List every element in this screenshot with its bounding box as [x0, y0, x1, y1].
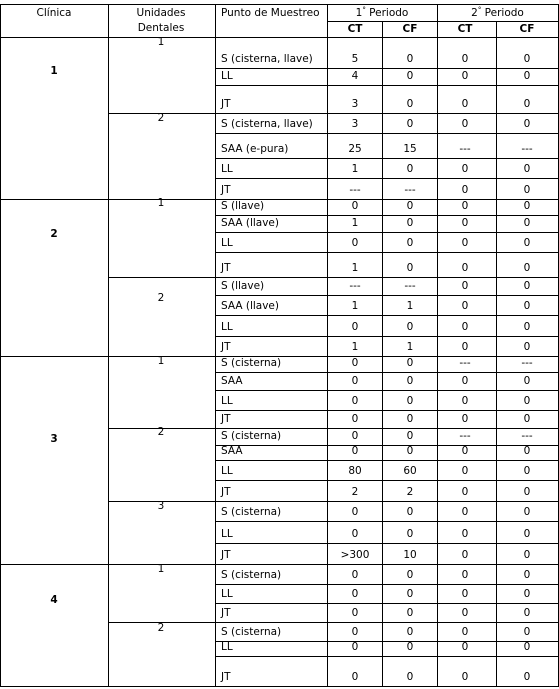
cf-periodo2-cell: 0: [523, 626, 531, 639]
cf-periodo1-cell: 0: [406, 217, 414, 230]
cf-periodo2-cell: 0: [523, 506, 531, 519]
ct-periodo1-cell: >300: [340, 549, 370, 562]
punto-muestreo-cell: JT: [221, 262, 231, 275]
cf-periodo1-cell: 0: [406, 626, 414, 639]
punto-muestreo-cell: LL: [221, 237, 233, 250]
unidad-label: 1: [157, 563, 165, 576]
cf-periodo1-cell: ---: [404, 280, 416, 293]
cf-periodo1-cell: 0: [406, 200, 414, 213]
ct-periodo1-cell: 4: [351, 70, 359, 83]
ct-periodo2-cell: 0: [461, 163, 469, 176]
ct-periodo1-cell: 5: [351, 53, 359, 66]
clinica-label: 3: [50, 433, 58, 446]
header-punto-de-muestreo: Punto de Muestreo: [221, 7, 320, 20]
cf-periodo1-cell: 0: [406, 237, 414, 250]
punto-muestreo-cell: S (llave): [221, 280, 265, 293]
cf-periodo1-cell: 0: [406, 506, 414, 519]
punto-muestreo-cell: SAA: [221, 375, 243, 388]
cf-periodo2-cell: 0: [523, 445, 531, 458]
cf-periodo2-cell: ---: [521, 430, 533, 443]
unit-divider: [108, 113, 559, 114]
cf-periodo2-cell: 0: [523, 53, 531, 66]
ct-periodo1-cell: 0: [351, 588, 359, 601]
unidad-label: 2: [157, 622, 165, 635]
ct-periodo2-cell: ---: [459, 430, 471, 443]
header-bottom-divider: [0, 37, 559, 38]
row-divider: [215, 410, 559, 411]
cf-periodo1-cell: 1: [406, 341, 414, 354]
cf-periodo1-cell: 2: [406, 486, 414, 499]
ct-periodo2-cell: 0: [461, 671, 469, 684]
punto-muestreo-cell: S (cisterna): [221, 626, 282, 639]
ct-periodo2-cell: 0: [461, 280, 469, 293]
ct-periodo2-cell: 0: [461, 375, 469, 388]
ct-periodo1-cell: 1: [351, 217, 359, 230]
punto-muestreo-cell: LL: [221, 465, 233, 478]
cf-periodo2-cell: 0: [523, 413, 531, 426]
ct-periodo1-cell: 1: [351, 163, 359, 176]
cf-periodo2-cell: 0: [523, 200, 531, 213]
punto-muestreo-cell: S (cisterna, llave): [221, 118, 313, 131]
ct-periodo1-cell: ---: [349, 280, 361, 293]
cf-periodo1-cell: 15: [403, 143, 417, 156]
ct-periodo1-cell: 0: [351, 528, 359, 541]
cf-periodo1-cell: 0: [406, 262, 414, 275]
row-divider: [215, 372, 559, 373]
ct-periodo2-cell: 0: [461, 300, 469, 313]
cf-periodo2-cell: 0: [523, 465, 531, 478]
unidad-label: 2: [157, 112, 165, 125]
ct-periodo1-cell: 1: [351, 300, 359, 313]
punto-muestreo-cell: LL: [221, 528, 233, 541]
punto-muestreo-cell: SAA (llave): [221, 300, 279, 313]
ct-periodo1-cell: 0: [351, 671, 359, 684]
punto-muestreo-cell: S (llave): [221, 200, 265, 213]
unidad-label: 3: [157, 500, 165, 513]
column-divider: [0, 4, 1, 687]
ct-periodo2-cell: 0: [461, 118, 469, 131]
clinica-label: 1: [50, 65, 58, 78]
cf-periodo1-cell: 0: [406, 163, 414, 176]
cf-periodo2-cell: 0: [523, 70, 531, 83]
ct-periodo2-cell: 0: [461, 445, 469, 458]
ct-periodo2-cell: ---: [459, 357, 471, 370]
ct-periodo2-cell: 0: [461, 70, 469, 83]
ct-periodo1-cell: 25: [348, 143, 362, 156]
row-divider: [215, 543, 559, 544]
ct-periodo1-cell: 0: [351, 237, 359, 250]
ct-periodo1-cell: 0: [351, 430, 359, 443]
row-divider: [215, 133, 559, 134]
cf-periodo1-cell: 0: [406, 413, 414, 426]
ct-periodo1-cell: 0: [351, 413, 359, 426]
cf-periodo2-cell: 0: [523, 671, 531, 684]
ct-periodo2-cell: 0: [461, 413, 469, 426]
periodo1-ordinal: °: [362, 6, 366, 15]
row-divider: [215, 521, 559, 522]
cf-periodo2-cell: 0: [523, 528, 531, 541]
cf-periodo2-cell: 0: [523, 98, 531, 111]
row-divider: [215, 480, 559, 481]
periodo2-label: Periodo: [484, 7, 524, 20]
header-unidades-line2: Dentales: [137, 22, 185, 35]
ct-periodo1-cell: 3: [351, 98, 359, 111]
ct-periodo1-cell: 0: [351, 626, 359, 639]
punto-muestreo-cell: JT: [221, 486, 231, 499]
periodo1-label: Periodo: [369, 7, 409, 20]
cf-periodo2-cell: 0: [523, 217, 531, 230]
cf-periodo2-cell: ---: [521, 357, 533, 370]
cf-periodo2-cell: 0: [523, 163, 531, 176]
punto-muestreo-cell: JT: [221, 671, 231, 684]
ct-periodo1-cell: 0: [351, 506, 359, 519]
cf-periodo1-cell: ---: [404, 184, 416, 197]
cf-periodo1-cell: 0: [406, 641, 414, 654]
cf-periodo1-cell: 0: [406, 528, 414, 541]
unit-divider: [108, 428, 559, 429]
ct-periodo1-cell: 0: [351, 200, 359, 213]
ct-periodo1-cell: 0: [351, 641, 359, 654]
cf-periodo1-cell: 0: [406, 607, 414, 620]
cf-periodo2-cell: 0: [523, 341, 531, 354]
row-divider: [215, 336, 559, 337]
cf-periodo2-cell: 0: [523, 607, 531, 620]
header-clinica: Clínica: [36, 7, 72, 20]
cf-periodo1-cell: 1: [406, 300, 414, 313]
ct-periodo1-cell: 1: [351, 341, 359, 354]
ct-periodo2-cell: 0: [461, 506, 469, 519]
ct-periodo2-cell: 0: [461, 569, 469, 582]
punto-muestreo-cell: SAA: [221, 445, 243, 458]
punto-muestreo-cell: JT: [221, 549, 231, 562]
punto-muestreo-cell: LL: [221, 395, 233, 408]
ct-periodo2-cell: 0: [461, 486, 469, 499]
ct-periodo2-cell: 0: [461, 641, 469, 654]
cf-periodo1-cell: 0: [406, 430, 414, 443]
ct-periodo2-cell: 0: [461, 200, 469, 213]
unidad-label: 2: [157, 292, 165, 305]
clinica-label: 2: [50, 228, 58, 241]
ct-periodo1-cell: 3: [351, 118, 359, 131]
header-unidades-line1: Unidades: [136, 7, 186, 20]
row-divider: [215, 603, 559, 604]
punto-muestreo-cell: S (cisterna, llave): [221, 53, 313, 66]
punto-muestreo-cell: LL: [221, 588, 233, 601]
cf-periodo1-cell: 0: [406, 375, 414, 388]
cf-periodo1-cell: 0: [406, 70, 414, 83]
punto-muestreo-cell: S (cisterna): [221, 430, 282, 443]
row-divider: [215, 158, 559, 159]
clinic-divider: [0, 199, 559, 200]
ct-periodo2-cell: 0: [461, 528, 469, 541]
periodo1-number: 1: [355, 7, 363, 20]
ct-periodo1-cell: 0: [351, 445, 359, 458]
cf-periodo2-cell: 0: [523, 549, 531, 562]
punto-muestreo-cell: SAA (llave): [221, 217, 279, 230]
punto-muestreo-cell: JT: [221, 341, 231, 354]
ct-periodo1-cell: 2: [351, 486, 359, 499]
ct-periodo2-cell: 0: [461, 321, 469, 334]
punto-muestreo-cell: S (cisterna): [221, 506, 282, 519]
cf-periodo1-cell: 0: [406, 357, 414, 370]
row-divider: [215, 641, 559, 642]
header-ct: CT: [347, 23, 363, 36]
header-ct: CT: [457, 23, 473, 36]
ct-periodo2-cell: 0: [461, 98, 469, 111]
periodo2-ordinal: °: [477, 6, 482, 15]
ct-periodo1-cell: 80: [348, 465, 362, 478]
ct-periodo1-cell: 0: [351, 375, 359, 388]
ct-periodo1-cell: 0: [351, 569, 359, 582]
row-divider: [215, 390, 559, 391]
cf-periodo1-cell: 0: [406, 118, 414, 131]
unidad-label: 1: [157, 197, 165, 210]
cf-periodo1-cell: 60: [403, 465, 417, 478]
punto-muestreo-cell: S (cisterna): [221, 569, 282, 582]
table-border-bottom: [0, 686, 559, 687]
cf-periodo2-cell: 0: [523, 569, 531, 582]
ct-periodo2-cell: ---: [459, 143, 471, 156]
ct-periodo2-cell: 0: [461, 626, 469, 639]
column-divider: [108, 4, 109, 687]
cf-periodo2-cell: 0: [523, 237, 531, 250]
punto-muestreo-cell: LL: [221, 321, 233, 334]
cf-periodo1-cell: 0: [406, 671, 414, 684]
cf-periodo2-cell: 0: [523, 184, 531, 197]
ct-periodo1-cell: 0: [351, 607, 359, 620]
cf-periodo1-cell: 0: [406, 395, 414, 408]
punto-muestreo-cell: JT: [221, 413, 231, 426]
cf-periodo2-cell: 0: [523, 280, 531, 293]
cf-periodo1-cell: 0: [406, 445, 414, 458]
row-divider: [215, 445, 559, 446]
cf-periodo2-cell: 0: [523, 486, 531, 499]
cf-periodo1-cell: 0: [406, 321, 414, 334]
unidad-label: 2: [157, 426, 165, 439]
periodo2-header: [471, 8, 524, 19]
ct-periodo2-cell: 0: [461, 262, 469, 275]
ct-periodo1-cell: 0: [351, 321, 359, 334]
cf-periodo2-cell: 0: [523, 300, 531, 313]
header-cf: CF: [519, 23, 535, 36]
ct-periodo2-cell: 0: [461, 549, 469, 562]
cf-periodo1-cell: 0: [406, 53, 414, 66]
row-divider: [215, 315, 559, 316]
cf-periodo2-cell: 0: [523, 262, 531, 275]
punto-muestreo-cell: SAA (e-pura): [221, 143, 289, 156]
cf-periodo2-cell: 0: [523, 641, 531, 654]
table-border-top: [0, 4, 559, 5]
row-divider: [215, 584, 559, 585]
ct-periodo2-cell: 0: [461, 237, 469, 250]
row-divider: [215, 68, 559, 69]
cf-periodo1-cell: 0: [406, 588, 414, 601]
row-divider: [215, 178, 559, 179]
cf-periodo1-cell: 10: [403, 549, 417, 562]
cf-periodo1-cell: 0: [406, 98, 414, 111]
cf-periodo2-cell: 0: [523, 321, 531, 334]
ct-periodo1-cell: 0: [351, 357, 359, 370]
cf-periodo1-cell: 0: [406, 569, 414, 582]
clinic-divider: [0, 564, 559, 565]
clinica-label: 4: [50, 594, 58, 607]
row-divider: [215, 215, 559, 216]
periodo2-number: 2: [471, 7, 478, 20]
ct-periodo2-cell: 0: [461, 588, 469, 601]
ct-periodo2-cell: 0: [461, 184, 469, 197]
unidad-label: 1: [157, 355, 165, 368]
punto-muestreo-cell: LL: [221, 70, 233, 83]
ct-periodo2-cell: 0: [461, 395, 469, 408]
unit-divider: [108, 501, 559, 502]
ct-periodo2-cell: 0: [461, 341, 469, 354]
punto-muestreo-cell: JT: [221, 184, 231, 197]
ct-periodo2-cell: 0: [461, 217, 469, 230]
cf-periodo2-cell: 0: [523, 588, 531, 601]
ct-periodo2-cell: 0: [461, 607, 469, 620]
punto-muestreo-cell: LL: [221, 163, 233, 176]
unidad-label: 1: [157, 36, 165, 49]
punto-muestreo-cell: LL: [221, 641, 233, 654]
ct-periodo1-cell: 1: [351, 262, 359, 275]
unit-divider: [108, 277, 559, 278]
ct-periodo2-cell: 0: [461, 465, 469, 478]
cf-periodo2-cell: 0: [523, 118, 531, 131]
ct-periodo1-cell: ---: [349, 184, 361, 197]
cf-periodo2-cell: 0: [523, 375, 531, 388]
punto-muestreo-cell: JT: [221, 607, 231, 620]
row-divider: [215, 232, 559, 233]
cf-periodo2-cell: ---: [521, 143, 533, 156]
row-divider: [215, 252, 559, 253]
unit-divider: [108, 622, 559, 623]
row-divider: [215, 295, 559, 296]
row-divider: [215, 656, 559, 657]
periodo1-header: [356, 8, 409, 19]
cf-periodo2-cell: 0: [523, 395, 531, 408]
ct-periodo2-cell: 0: [461, 53, 469, 66]
row-divider: [215, 85, 559, 86]
header-cf: CF: [402, 23, 418, 36]
punto-muestreo-cell: S (cisterna): [221, 357, 282, 370]
row-divider: [215, 460, 559, 461]
punto-muestreo-cell: JT: [221, 98, 231, 111]
period-subheader-divider: [327, 21, 559, 22]
ct-periodo1-cell: 0: [351, 395, 359, 408]
